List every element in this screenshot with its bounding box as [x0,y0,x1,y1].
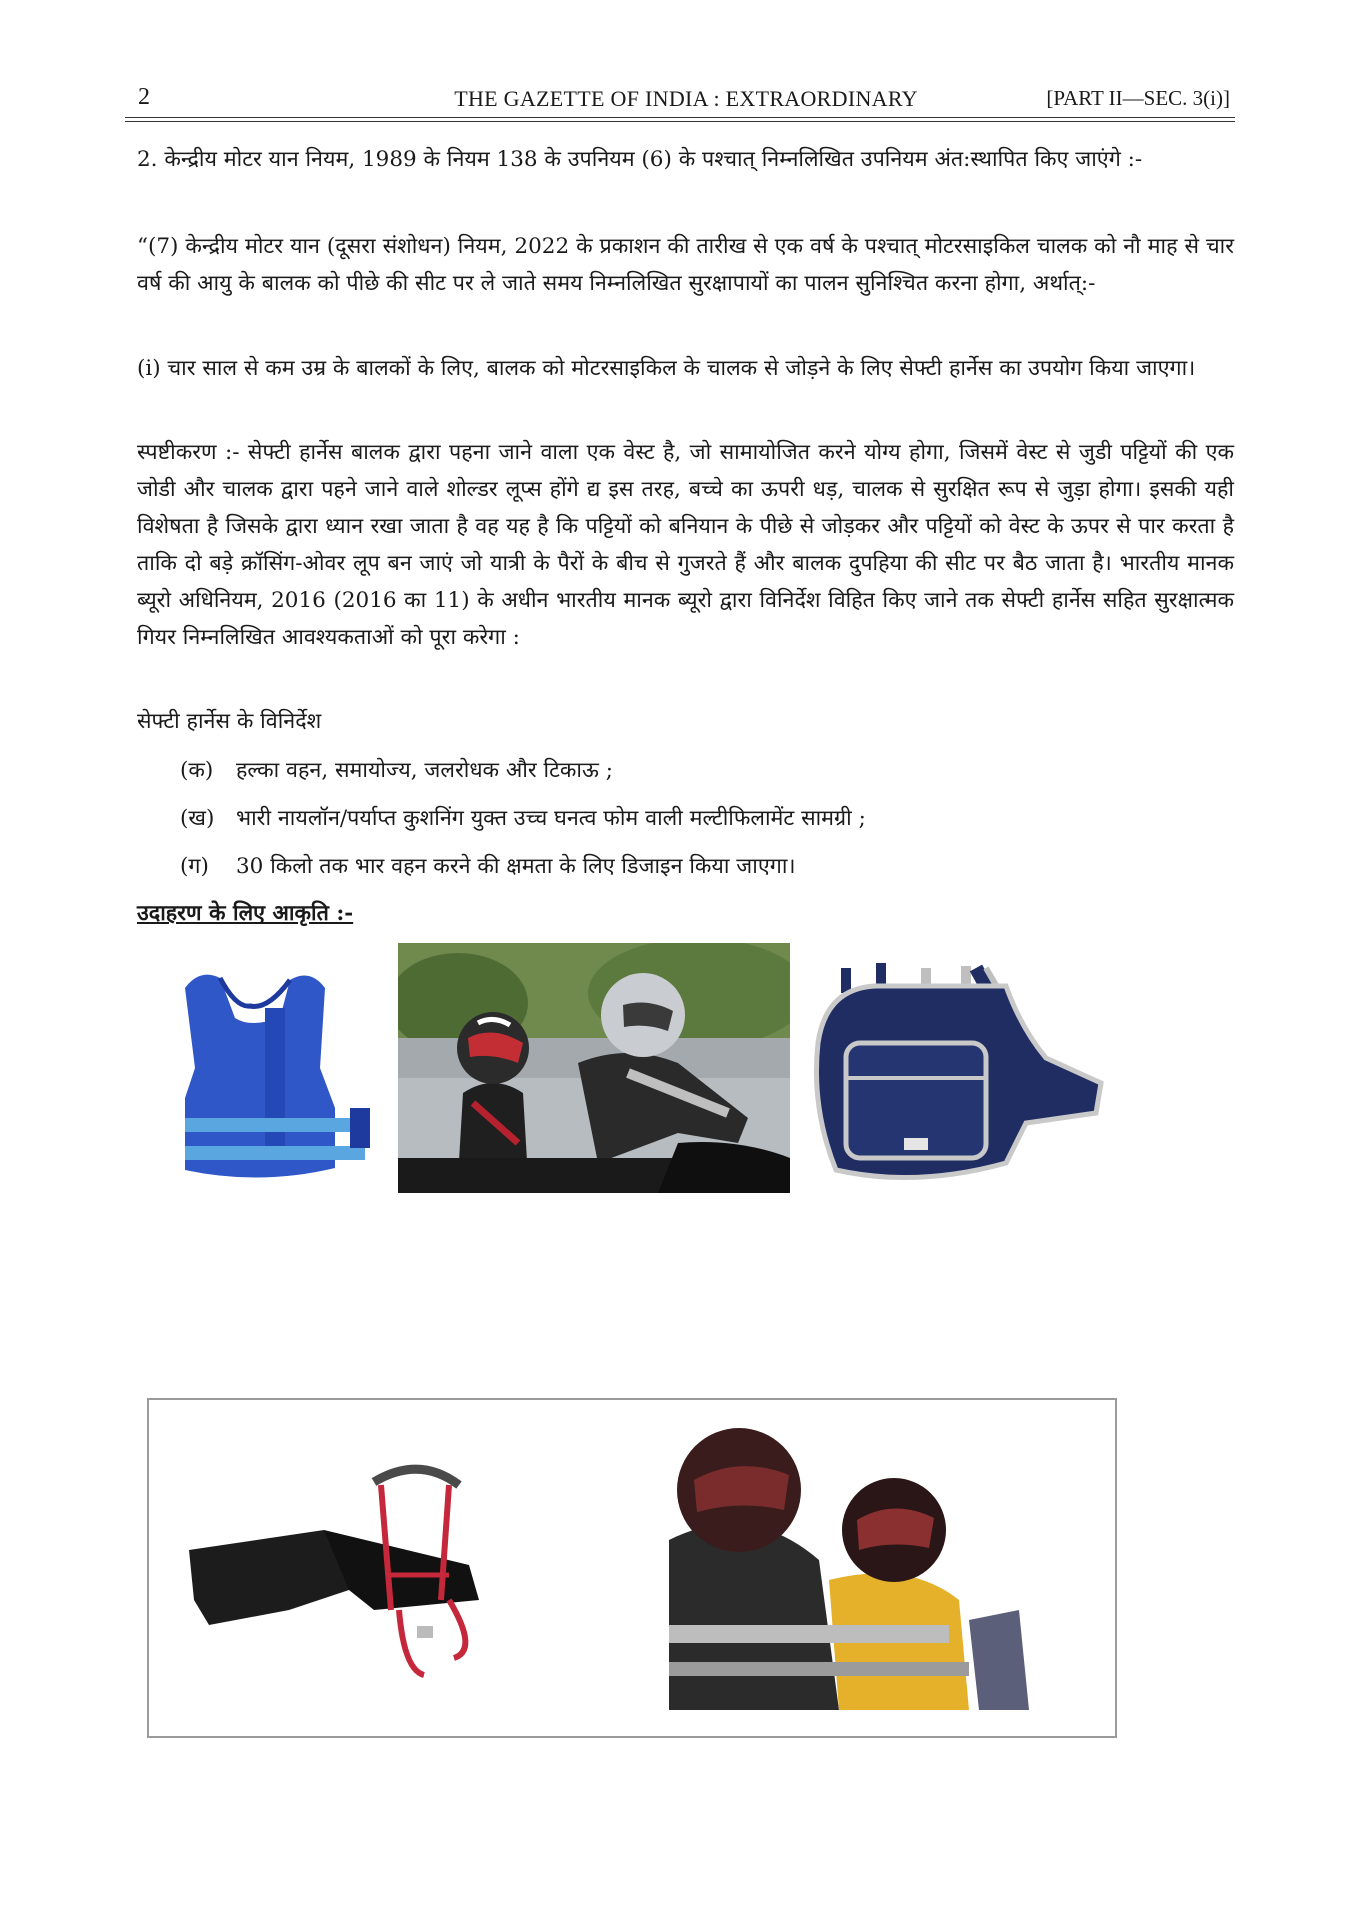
header-rule-top [125,117,1235,118]
spec-item-text: 30 किलो तक भार वहन करने की क्षमता के लिए डिजाइन किया जाएगा। [236,854,796,879]
spec-item-text: हल्का वहन, समायोज्य, जलरोधक और टिकाऊ ; [236,758,613,783]
figure-heading: उदाहरण के लिए आकृति :- [137,901,354,926]
spec-item-label: (क) [180,758,214,783]
page-header [138,84,1234,120]
explanation-para: स्पष्टीकरण :- सेफ्टी हार्नेस बालक द्वारा पहना जाने वाला एक वेस्ट है, जो सामायोजित करने योग्य होगा, जिसमें वेस्ट से जुडी पट्टियों की एक जोडी और चालक द्वारा पहने जाने वाले शोल्डर लूप्स होंगे द्य इस तरह, बच्चे का ऊपरी धड़, चालक से सुरक्षित रूप से जुड़ा होगा। इसकी यही विशेषता है जिसके द्वारा ध्यान रखा जाता है वह यह है कि पट्टियों को बनियान के पीछे से जोड़कर और पट्टियों को वेस्ट के ऊपर से पार करता है ताकि दो बड़े क्रॉसिंग-ओवर लूप बन जाएं जो यात्री के पैरों के बीच से गुजरते हैं और बालक दुपहिया की सीट पर बैठ जाता है। भारतीय मानक ब्यूरो अधिनियम, 2016 (2016 का 11) के अधीन भारतीय मानक ब्यूरो द्वारा विनिर्देश विहित किए जाने तक सेफ्टी हार्नेस सहित सुरक्षात्मक गियर निम्नलिखित आवश्यकताओं को पूरा करेगा : [137,440,1234,650]
harness-figure-frame [147,1398,1117,1738]
page-number: 2 [138,84,150,110]
spec-item [180,800,866,837]
harness-figure-illustration [149,1400,1115,1736]
riders-photo [398,943,790,1193]
vest-photo [140,948,380,1202]
subrule-7-para: “(7) केन्द्रीय मोटर यान (दूसरा संशोधन) नियम, 2022 के प्रकाशन की तारीख से एक वर्ष के पश्चात् मोटरसाइकिल चालक को नौ माह से चार वर्ष की आयु के बालक को पीछे की सीट पर ले जाते समय निम्नलिखित सुरक्षापायों का पालन सुनिश्चित करना होगा, अर्थात्:- [137,234,1234,296]
spec-heading: सेफ्टी हार्नेस के विनिर्देश [137,709,322,734]
rule-amendment-para: 2. केन्द्रीय मोटर यान नियम, 1989 के नियम 138 के उपनियम (6) के पश्चात् निम्नलिखित उपनियम अंत:स्थापित किए जाएंगे :- [137,147,1143,172]
spec-item [180,848,796,885]
spec-item [180,752,613,789]
gazette-title: THE GAZETTE OF INDIA : EXTRAORDINARY [454,86,918,111]
clause-i-para: (i) चार साल से कम उम्र के बालकों के लिए, बालक को मोटरसाइकिल के चालक से जोड़ने के लिए सेफ्टी हार्नेस का उपयोग किया जाएगा। [137,356,1196,381]
header-rule-bottom [125,121,1235,122]
spec-item-label: (ख) [180,806,215,831]
harness-bag-photo [806,948,1110,1200]
part-section: [PART II—SEC. 3(i)] [1046,86,1230,110]
spec-item-text: भारी नायलॉन/पर्याप्त कुशनिंग युक्त उच्च घनत्व फोम वाली मल्टीफिलामेंट सामग्री ; [236,806,866,831]
spec-item-label: (ग) [180,854,209,879]
